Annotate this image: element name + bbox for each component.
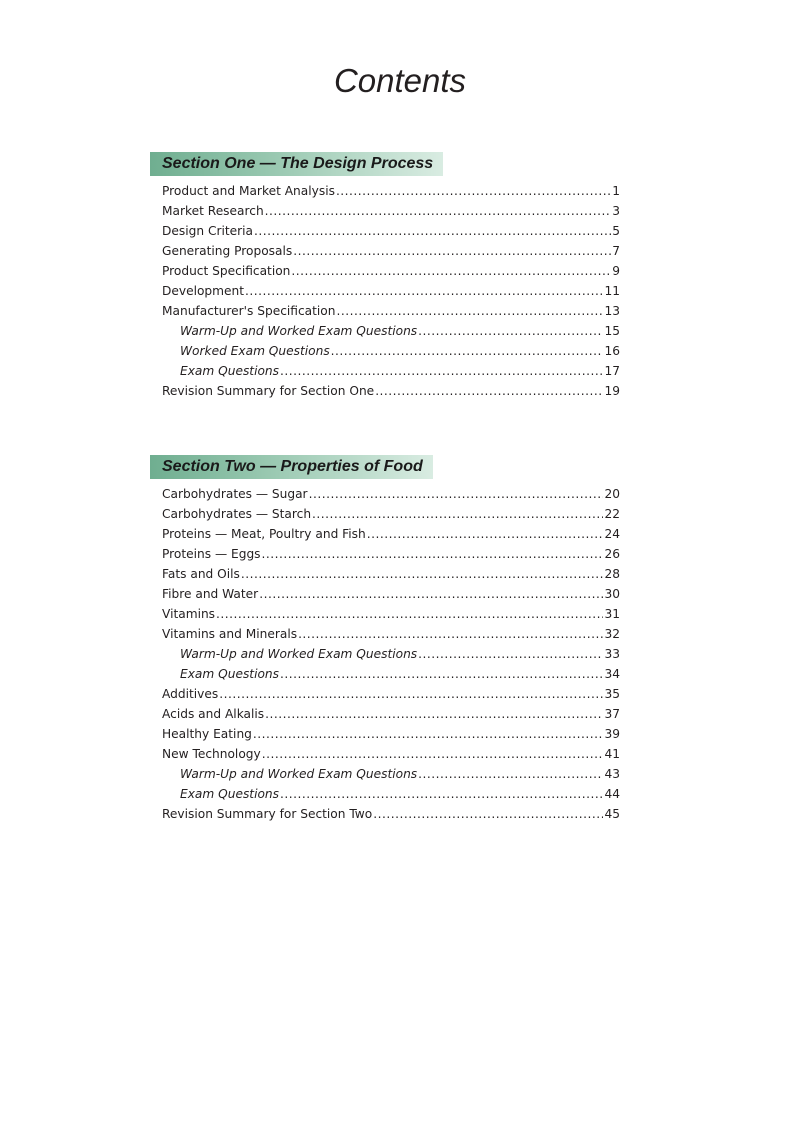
section-one xyxy=(150,152,620,401)
toc-entry-page-number: 24 xyxy=(604,527,620,541)
dot-leader xyxy=(418,764,603,784)
dot-leader xyxy=(373,804,603,824)
toc-entry-page-number: 11 xyxy=(604,284,620,298)
toc-entry[interactable] xyxy=(150,241,620,261)
toc-entry[interactable] xyxy=(150,381,620,401)
dot-leader xyxy=(418,321,603,341)
toc-entry-title: Product Specification xyxy=(162,264,291,278)
dot-leader xyxy=(291,261,611,281)
toc-entry-page-number: 31 xyxy=(604,607,620,621)
toc-entry-title: Vitamins xyxy=(162,607,216,621)
toc-entry-title: Exam Questions xyxy=(180,364,279,378)
dot-leader xyxy=(293,241,611,261)
dot-leader xyxy=(375,381,603,401)
toc-entry[interactable] xyxy=(150,484,620,504)
toc-entry-page-number: 20 xyxy=(604,487,620,501)
toc-entry[interactable] xyxy=(150,604,620,624)
dot-leader xyxy=(245,281,603,301)
toc-entry-title: Manufacturer's Specification xyxy=(162,304,336,318)
section-two xyxy=(150,455,620,824)
toc-entry-page-number: 45 xyxy=(604,807,620,821)
dot-leader xyxy=(280,784,603,804)
toc-list xyxy=(150,181,620,401)
toc-entry-title: Warm-Up and Worked Exam Questions xyxy=(180,324,418,338)
toc-entry[interactable] xyxy=(150,181,620,201)
dot-leader xyxy=(336,181,611,201)
dot-leader xyxy=(259,584,603,604)
toc-entry-page-number: 28 xyxy=(604,567,620,581)
toc-entry[interactable] xyxy=(150,704,620,724)
dot-leader xyxy=(312,504,603,524)
toc-entry-page-number: 34 xyxy=(604,667,620,681)
toc-entry[interactable] xyxy=(150,504,620,524)
toc-entry-page-number: 39 xyxy=(604,727,620,741)
toc-entry-page-number: 13 xyxy=(604,304,620,318)
toc-entry-page-number: 33 xyxy=(604,647,620,661)
dot-leader xyxy=(331,341,604,361)
toc-entry-page-number: 15 xyxy=(604,324,620,338)
toc-entry-title: Healthy Eating xyxy=(162,727,252,741)
toc-entry-title: Warm-Up and Worked Exam Questions xyxy=(180,647,418,661)
dot-leader xyxy=(265,201,611,221)
toc-entry[interactable] xyxy=(150,524,620,544)
toc-entry[interactable] xyxy=(150,544,620,564)
toc-entry-title: Exam Questions xyxy=(180,787,279,801)
toc-entry-title: Carbohydrates — Starch xyxy=(162,507,312,521)
toc-entry-title: Worked Exam Questions xyxy=(180,344,330,358)
toc-entry-title: Acids and Alkalis xyxy=(162,707,265,721)
toc-entry-title: Exam Questions xyxy=(180,667,279,681)
dot-leader xyxy=(367,524,604,544)
toc-entry[interactable] xyxy=(150,564,620,584)
toc-entry-page-number: 43 xyxy=(604,767,620,781)
toc-entry-title: New Technology xyxy=(162,747,261,761)
toc-entry-title: Fats and Oils xyxy=(162,567,240,581)
toc-entry[interactable] xyxy=(150,624,620,644)
section-heading: Section Two — Properties of Food xyxy=(150,455,433,479)
toc-entry-title: Carbohydrates — Sugar xyxy=(162,487,308,501)
toc-entry[interactable] xyxy=(150,361,620,381)
toc-entry-title: Product and Market Analysis xyxy=(162,184,335,198)
dot-leader xyxy=(298,624,603,644)
dot-leader xyxy=(418,644,603,664)
toc-entry-page-number: 30 xyxy=(604,587,620,601)
toc-entry-page-number: 22 xyxy=(604,507,620,521)
toc-entry-title: Fibre and Water xyxy=(162,587,259,601)
dot-leader xyxy=(262,544,604,564)
toc-entry[interactable] xyxy=(150,321,620,341)
dot-leader xyxy=(309,484,604,504)
toc-entry-page-number: 32 xyxy=(604,627,620,641)
toc-entry-title: Vitamins and Minerals xyxy=(162,627,298,641)
toc-entry-page-number: 35 xyxy=(604,687,620,701)
dot-leader xyxy=(254,221,611,241)
toc-entry-page-number: 16 xyxy=(604,344,620,358)
dot-leader xyxy=(219,684,603,704)
toc-entry-title: Revision Summary for Section Two xyxy=(162,807,373,821)
dot-leader xyxy=(280,664,603,684)
toc-entry-page-number: 3 xyxy=(612,204,620,218)
toc-entry[interactable] xyxy=(150,644,620,664)
toc-entry[interactable] xyxy=(150,664,620,684)
dot-leader xyxy=(262,744,604,764)
toc-entry-title: Market Research xyxy=(162,204,264,218)
toc-entry-page-number: 5 xyxy=(612,224,620,238)
toc-entry[interactable] xyxy=(150,784,620,804)
toc-entry-title: Development xyxy=(162,284,245,298)
toc-entry[interactable] xyxy=(150,744,620,764)
toc-entry[interactable] xyxy=(150,301,620,321)
toc-entry-title: Additives xyxy=(162,687,219,701)
toc-entry-title: Warm-Up and Worked Exam Questions xyxy=(180,767,418,781)
toc-entry-page-number: 19 xyxy=(604,384,620,398)
toc-list xyxy=(150,484,620,824)
page-title: Contents xyxy=(333,62,467,99)
toc-entry[interactable] xyxy=(150,341,620,361)
toc-entry[interactable] xyxy=(150,804,620,824)
toc-entry-title: Proteins — Meat, Poultry and Fish xyxy=(162,527,366,541)
toc-entry-page-number: 37 xyxy=(604,707,620,721)
toc-entry[interactable] xyxy=(150,201,620,221)
dot-leader xyxy=(241,564,604,584)
toc-entry-page-number: 17 xyxy=(604,364,620,378)
toc-entry[interactable] xyxy=(150,764,620,784)
toc-entry-title: Revision Summary for Section One xyxy=(162,384,375,398)
dot-leader xyxy=(216,604,603,624)
dot-leader xyxy=(280,361,603,381)
toc-entry[interactable] xyxy=(150,281,620,301)
toc-entry-title: Design Criteria xyxy=(162,224,254,238)
toc-entry[interactable] xyxy=(150,724,620,744)
toc-entry[interactable] xyxy=(150,221,620,241)
toc-entry-page-number: 44 xyxy=(604,787,620,801)
toc-entry-title: Generating Proposals xyxy=(162,244,293,258)
toc-entry[interactable] xyxy=(150,684,620,704)
toc-entry[interactable] xyxy=(150,261,620,281)
dot-leader xyxy=(336,301,603,321)
section-heading: Section One — The Design Process xyxy=(150,152,443,176)
toc-entry-page-number: 26 xyxy=(604,547,620,561)
toc-entry[interactable] xyxy=(150,584,620,604)
toc-entry-title: Proteins — Eggs xyxy=(162,547,261,561)
dot-leader xyxy=(265,704,603,724)
toc-entry-page-number: 9 xyxy=(612,264,620,278)
toc-entry-page-number: 1 xyxy=(612,184,620,198)
toc-entry-page-number: 7 xyxy=(612,244,620,258)
dot-leader xyxy=(253,724,604,744)
toc-entry-page-number: 41 xyxy=(604,747,620,761)
